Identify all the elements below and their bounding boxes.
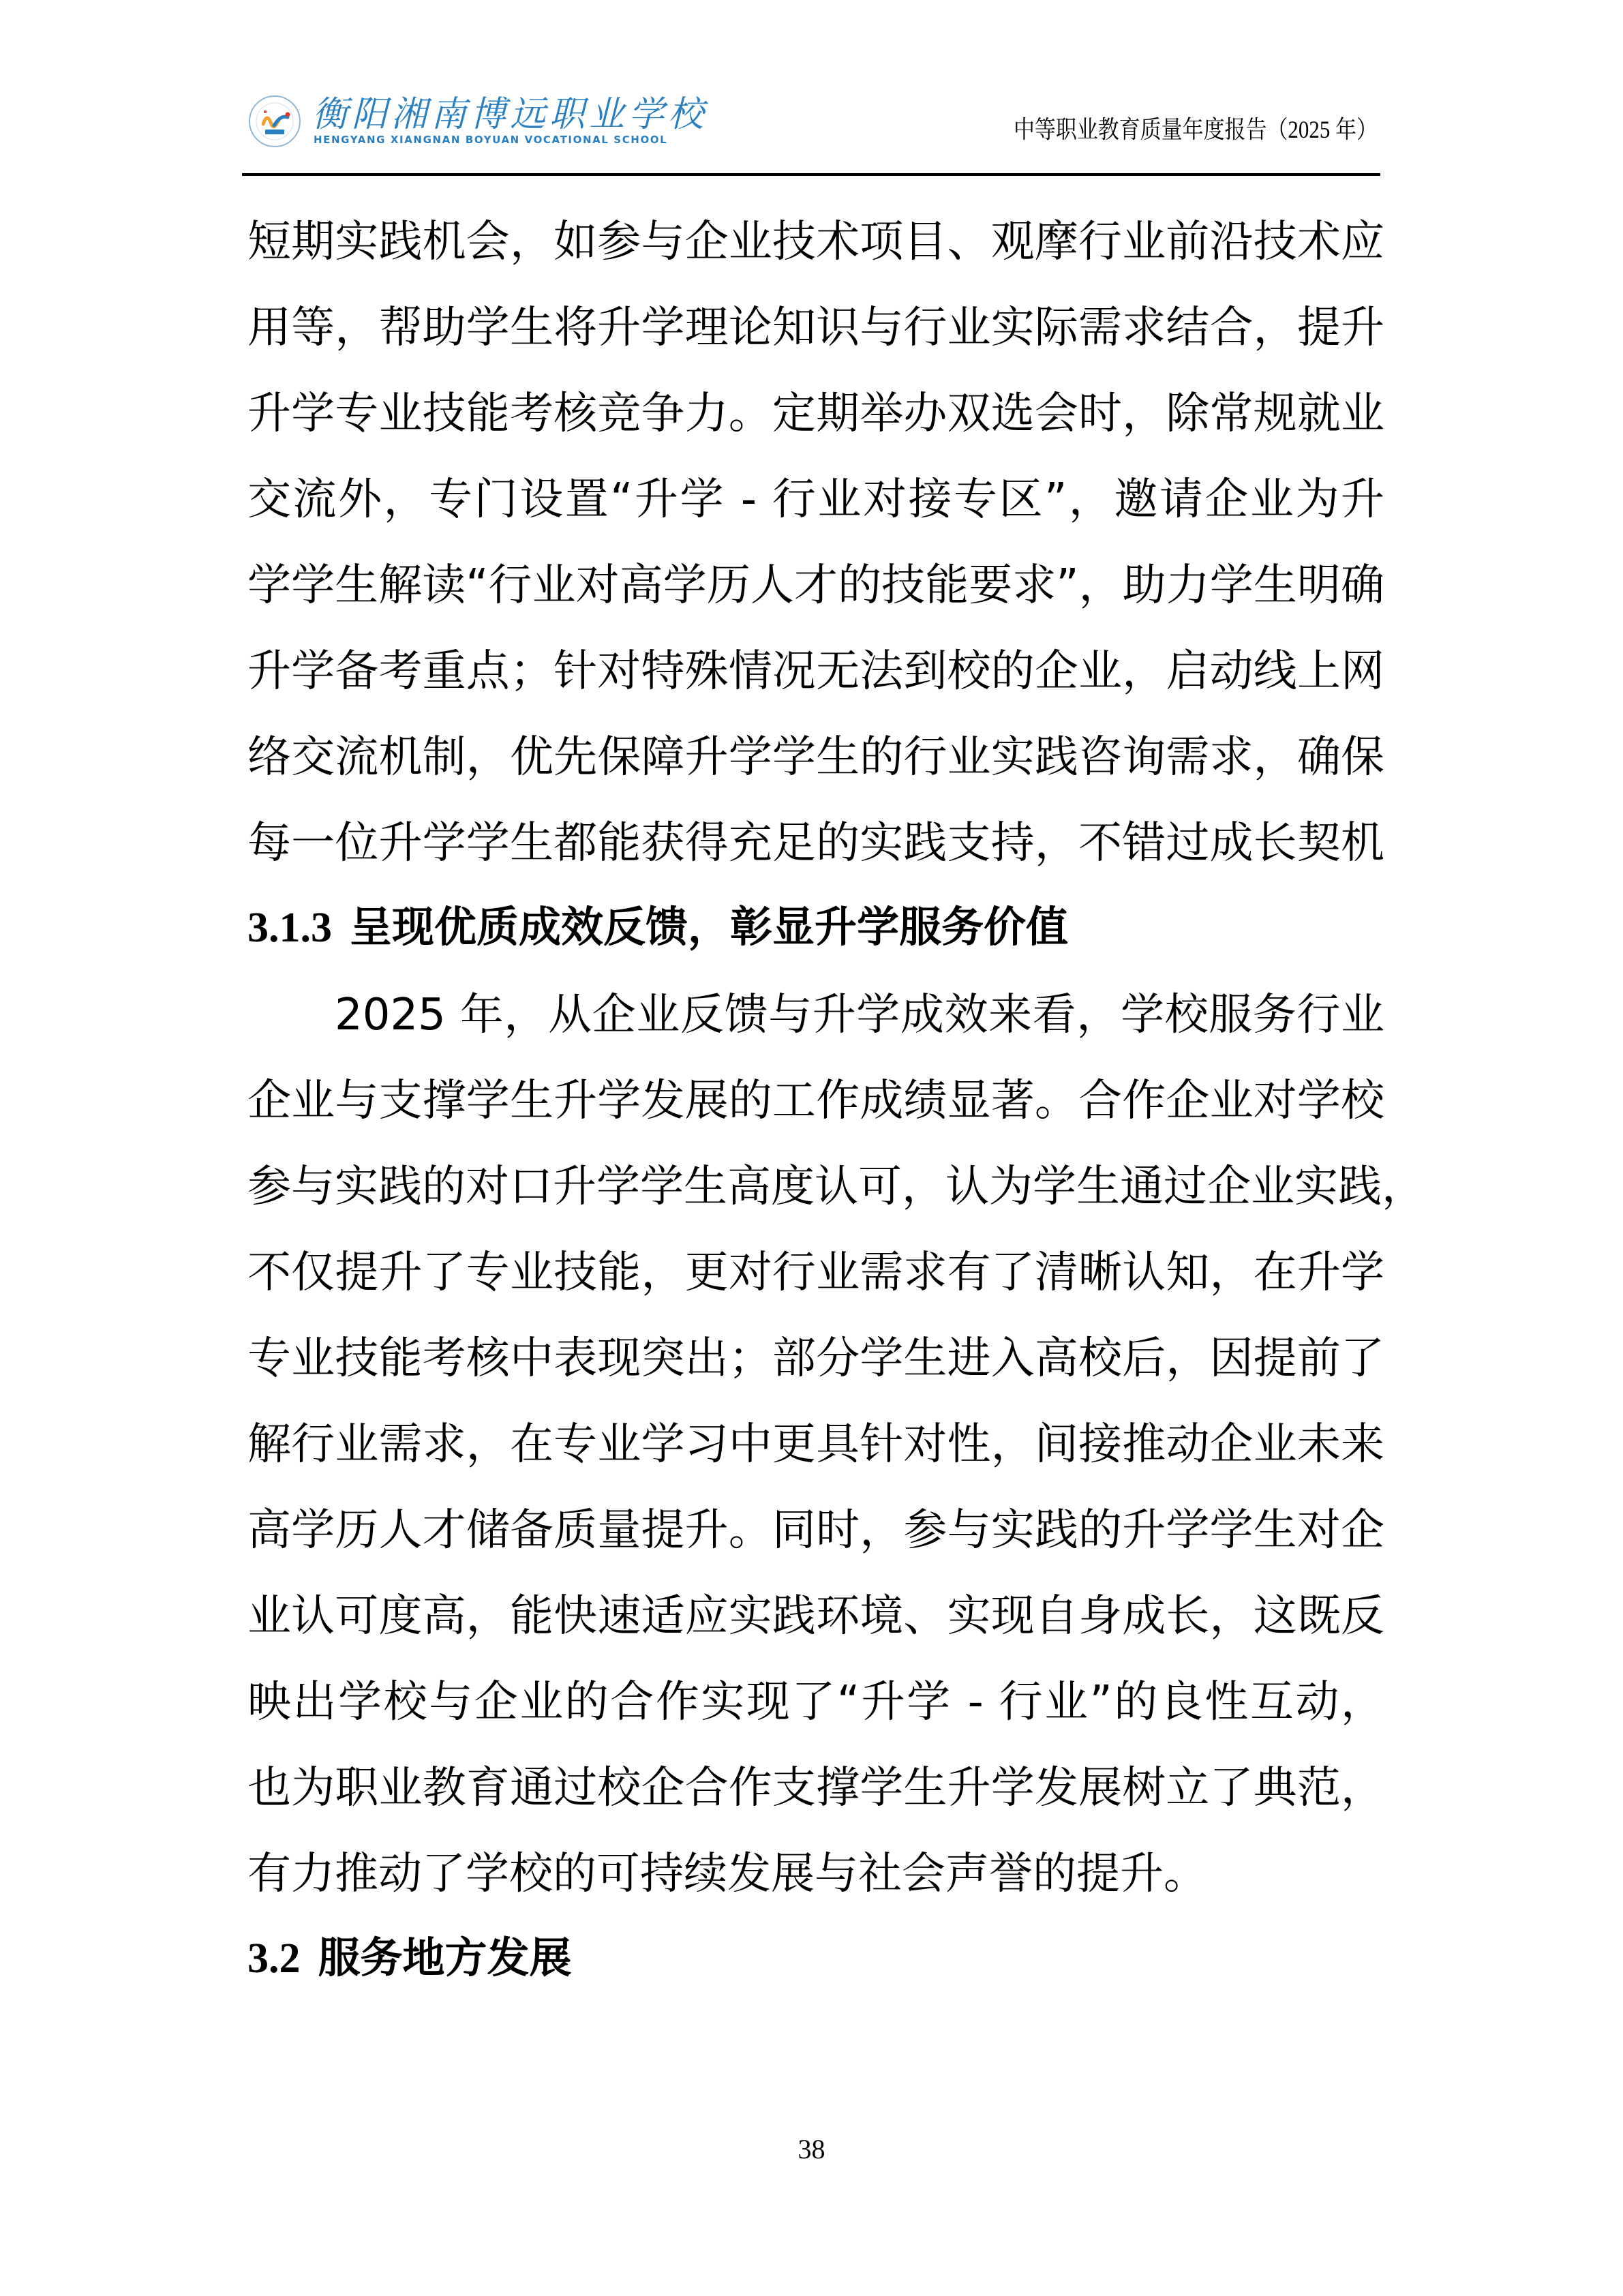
school-name-en: HENGYANG XIANGNAN BOYUAN VOCATIONAL SCHOOL [314,134,668,146]
text-line: 专业技能考核中表现突出；部分学生进入高校后，因提前了 [247,1333,1384,1384]
text-line: 高学历人才储备质量提升。同时，参与实践的升学学生对企 [247,1505,1384,1556]
text-line: 升学专业技能考核竞争力。定期举办双选会时，除常规就业 [247,389,1384,439]
text-line: 参与实践的对口升学学生高度认可，认为学生通过企业实践， [247,1162,1425,1212]
section-number: 3.2 [247,1935,301,1982]
school-emblem-icon [247,94,303,149]
text-line: 业认可度高，能快速适应实践环境、实现自身成长，这既反 [247,1591,1384,1642]
section-heading-3-1-3 [247,886,1384,972]
text-line: 映出学校与企业的合作实现了“升学 - 行业”的良性互动， [247,1677,1384,1727]
text-line: 有力推动了学校的可持续发展与社会声誉的提升。 [247,1849,1207,1899]
header-rule [242,173,1380,176]
text-line: 升学备考重点；针对特殊情况无法到校的企业，启动线上网 [247,646,1384,697]
page-header [0,0,1623,184]
section-title: 服务地方发展 [318,1933,572,1982]
page-content [247,199,1425,2003]
paragraph-1 [247,199,1384,886]
text-line: 不仅提升了专业技能，更对行业需求有了清晰认知，在升学 [247,1248,1384,1298]
text-line: 企业与支撑学生升学发展的工作成绩显著。合作企业对学校 [247,1076,1384,1126]
text-line: 用等，帮助学生将升学理论知识与行业实际需求结合，提升 [247,303,1384,353]
school-name-cn: 衡阳湘南博远职业学校 [312,94,708,135]
text-line: 学学生解读“行业对高学历人才的技能要求”，助力学生明确 [247,560,1384,611]
section-number: 3.1.3 [247,905,332,951]
text-line: 也为职业教育通过校企合作支撑学生升学发展树立了典范， [247,1763,1384,1813]
text-line: 短期实践机会，如参与企业技术项目、观摩行业前沿技术应 [247,217,1384,267]
text-line: 2025 年，从企业反馈与升学成效来看，学校服务行业 [335,990,1384,1040]
section-title: 呈现优质成效反馈，彰显升学服务价值 [350,902,1069,952]
page-number: 38 [798,2134,825,2164]
text-line: 交流外，专门设置“升学 - 行业对接专区”，邀请企业为升 [247,474,1384,525]
text-line: 络交流机制，优先保障升学学生的行业实践咨询需求，确保 [247,732,1384,783]
text-line: 每一位升学学生都能获得充足的实践支持，不错过成长契机 [247,818,1384,868]
section-heading-3-2 [247,1917,1384,2003]
paragraph-2 [247,972,1425,1917]
text-line: 解行业需求，在专业学习中更具针对性，间接推动企业未来 [247,1419,1384,1470]
report-title: 中等职业教育质量年度报告（2025 年） [1013,116,1378,143]
